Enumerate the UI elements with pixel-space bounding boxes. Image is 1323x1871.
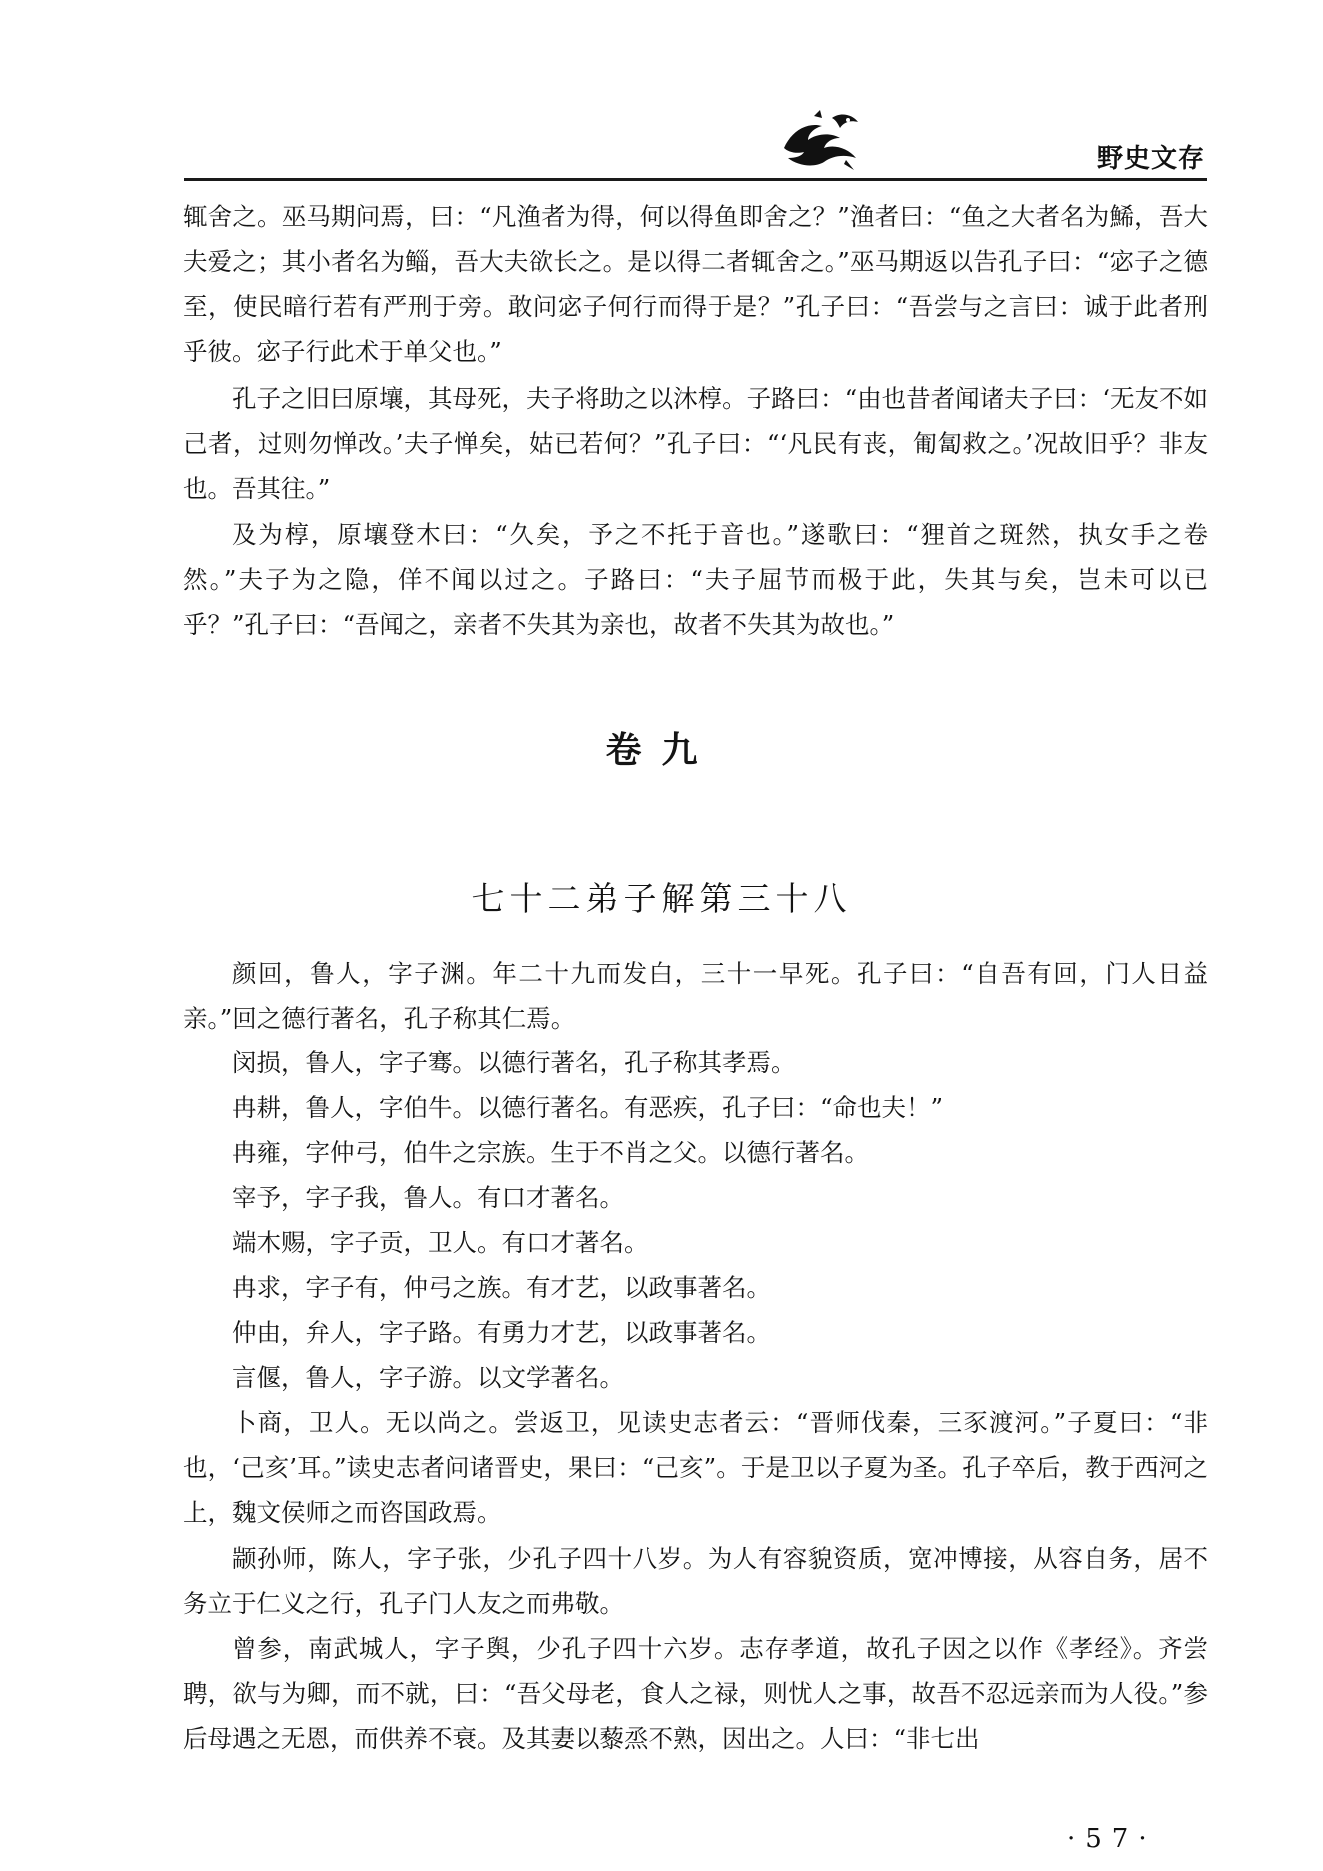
paragraph-coffin-song: 及为椁，原壤登木曰：“久矣，予之不托于音也。”遂歌曰：“狸首之斑然，执女手之卷然。”夫子为之隐，佯不闻以过之。子路曰：“夫子屈节而极于此，失其与矣，岂未可以已乎？”孔子曰：“吾闻之，亲者不失其为亲也，故者不失其为故也。” <box>183 520 1208 639</box>
volume-title: 卷九 <box>605 730 718 771</box>
paragraph-ran-yong: 冉雍，字仲弓，伯牛之宗族。生于不肖之父。以德行著名。 <box>232 1138 869 1167</box>
paragraph-continuation: 辄舍之。巫马期问焉，曰：“凡渔者为得，何以得鱼即舍之？”渔者曰：“鱼之大者名为鯑，吾大夫爱之；其小者名为鲻，吾大夫欲长之。是以得二者辄舍之。”巫马期返以告孔子曰：“宓子之德至，使民暗行若有严刑于旁。敢问宓子何行而得于是？”孔子曰：“吾尝与之言曰：诚于此者刑乎彼。宓子行此术于单父也。” <box>183 202 1208 366</box>
paragraph-zeng-shen: 曾参，南武城人，字子舆，少孔子四十六岁。志存孝道，故孔子因之以作《孝经》。齐尝聘，欲与为卿，而不就，曰：“吾父母老，食人之禄，则忧人之事，故吾不忍远亲而为人役。”参后母遇之无恩，而供养不衰。及其妻以藜烝不熟，因出之。人曰：“非七出 <box>183 1634 1208 1753</box>
paragraph-yuan-rang: 孔子之旧曰原壤，其母死，夫子将助之以沐椁。子路曰：“由也昔者闻诸夫子曰：‘无友不如己者，过则勿惮改。’夫子惮矣，姑已若何？”孔子曰：“‘凡民有丧，匍匐救之。’况故旧乎？非友也。吾其往。” <box>183 384 1208 503</box>
header-rule <box>184 178 1207 181</box>
paragraph-duanmu-ci: 端木赐，字子贡，卫人。有口才著名。 <box>232 1228 649 1257</box>
chapter-title: 七十二弟子解第三十八 <box>471 879 852 918</box>
running-header <box>184 108 1207 183</box>
paragraph-bu-shang: 卜商，卫人。无以尚之。尝返卫，见读史志者云：“晋师伐秦，三豕渡河。”子夏曰：“非也，‘己亥’耳。”读史志者问诸晋史，果曰：“己亥”。于是卫以子夏为圣。孔子卒后，教于西河之上，魏文侯师之而咨国政焉。 <box>183 1408 1208 1527</box>
paragraph-zhong-you: 仲由，弁人，字子路。有勇力才艺，以政事著名。 <box>232 1318 771 1347</box>
header-title: 野史文存 <box>1096 144 1205 174</box>
paragraph-ran-qiu: 冉求，字子有，仲弓之族。有才艺，以政事著名。 <box>232 1273 771 1302</box>
paragraph-ran-geng: 冉耕，鲁人，字伯牛。以德行著名。有恶疾，孔子曰：“命也夫！” <box>232 1093 944 1122</box>
paragraph-zhuansun-shi: 颛孙师，陈人，字子张，少孔子四十八岁。为人有容貌资质，宽冲博接，从容自务，居不务立于仁义之行，孔子门人友之而弗敬。 <box>183 1544 1208 1618</box>
paragraph-yan-yan: 言偃，鲁人，字子游。以文学著名。 <box>232 1363 624 1392</box>
paragraph-yan-hui: 颜回，鲁人，字子渊。年二十九而发白，三十一早死。孔子曰：“自吾有回，门人日益亲。”回之德行著名，孔子称其仁焉。 <box>183 959 1208 1033</box>
page-number: ·57· <box>1067 1824 1157 1854</box>
dragon-emblem-icon <box>774 108 866 174</box>
paragraph-zai-yu: 宰予，字子我，鲁人。有口才著名。 <box>232 1183 624 1212</box>
paragraph-min-sun: 闵损，鲁人，字子骞。以德行著名，孔子称其孝焉。 <box>232 1048 796 1077</box>
